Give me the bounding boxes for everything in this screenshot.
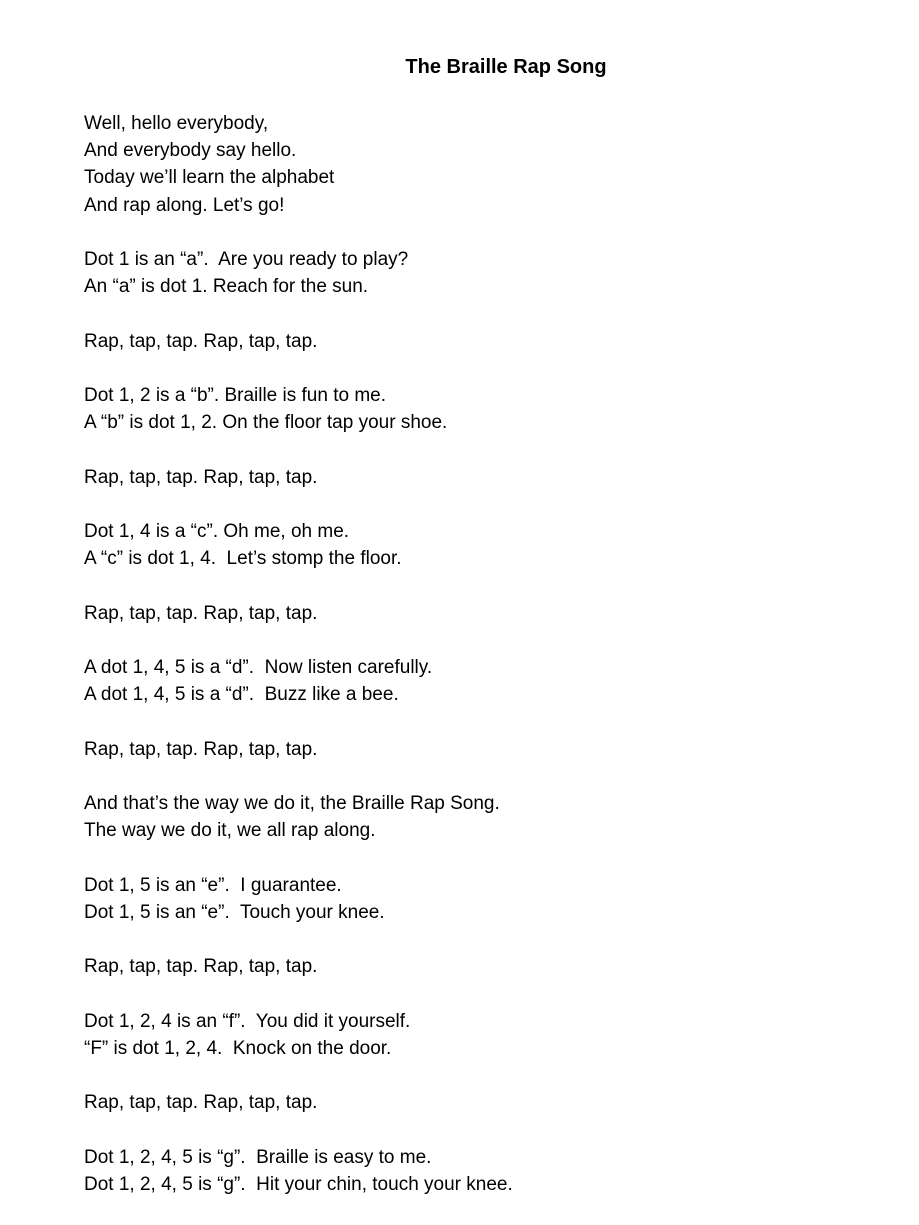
lyric-line: Dot 1, 5 is an “e”. I guarantee.	[84, 874, 342, 896]
lyric-line: Dot 1, 5 is an “e”. Touch your knee.	[84, 901, 385, 923]
lyric-line: An “a” is dot 1. Reach for the sun.	[84, 276, 369, 298]
lyric-line: Rap, tap, tap. Rap, tap, tap.	[84, 1092, 318, 1114]
lyric-line: A dot 1, 4, 5 is a “d”. Buzz like a bee.	[84, 684, 399, 706]
stanza-chorus	[84, 790, 884, 844]
stanza-refrain	[84, 464, 884, 491]
lyrics	[84, 110, 884, 1225]
lyric-line: “F” is dot 1, 2, 4. Knock on the door.	[84, 1037, 392, 1059]
lyric-line: And rap along. Let’s go!	[84, 194, 285, 216]
song-title: The Braille Rap Song	[405, 56, 607, 78]
stanza-refrain	[84, 1089, 884, 1116]
lyric-line: Dot 1, 4 is a “c”. Oh me, oh me.	[84, 520, 350, 542]
stanza-refrain	[84, 600, 884, 627]
lyric-line: Rap, tap, tap. Rap, tap, tap.	[84, 956, 318, 978]
stanza-c	[84, 518, 884, 572]
lyric-line: Dot 1, 2, 4, 5 is “g”. Braille is easy to me.	[84, 1146, 432, 1168]
lyric-line: Rap, tap, tap. Rap, tap, tap.	[84, 466, 318, 488]
lyric-line: Today we’ll learn the alphabet	[84, 167, 335, 189]
stanza-d	[84, 654, 884, 708]
lyric-line: Rap, tap, tap. Rap, tap, tap.	[84, 738, 318, 760]
stanza-f	[84, 1008, 884, 1062]
stanza-refrain	[84, 736, 884, 763]
lyric-line: And everybody say hello.	[84, 140, 297, 162]
lyric-line: Dot 1, 2 is a “b”. Braille is fun to me.	[84, 384, 387, 406]
lyric-line: A “b” is dot 1, 2. On the floor tap your shoe.	[84, 412, 448, 434]
stanza-g	[84, 1144, 884, 1198]
lyric-line: Rap, tap, tap. Rap, tap, tap.	[84, 330, 318, 352]
lyric-line: A “c” is dot 1, 4. Let’s stomp the floor.	[84, 548, 402, 570]
lyric-line: The way we do it, we all rap along.	[84, 820, 376, 842]
stanza-b	[84, 382, 884, 436]
stanza-intro	[84, 110, 884, 219]
lyric-line: Well, hello everybody,	[84, 113, 269, 134]
lyric-line: Dot 1, 2, 4 is an “f”. You did it yourself.	[84, 1010, 411, 1032]
lyric-line: And that’s the way we do it, the Braille Rap Song.	[84, 792, 500, 814]
stanza-refrain	[84, 328, 884, 355]
stanza-e	[84, 872, 884, 926]
lyric-line: Rap, tap, tap. Rap, tap, tap.	[84, 602, 318, 624]
lyric-line: A dot 1, 4, 5 is a “d”. Now listen carefully.	[84, 656, 433, 678]
lyric-line: Dot 1 is an “a”. Are you ready to play?	[84, 249, 409, 270]
lyric-line: Dot 1, 2, 4, 5 is “g”. Hit your chin, touch your knee.	[84, 1173, 513, 1195]
stanza-refrain	[84, 953, 884, 980]
stanza-a	[84, 246, 884, 300]
